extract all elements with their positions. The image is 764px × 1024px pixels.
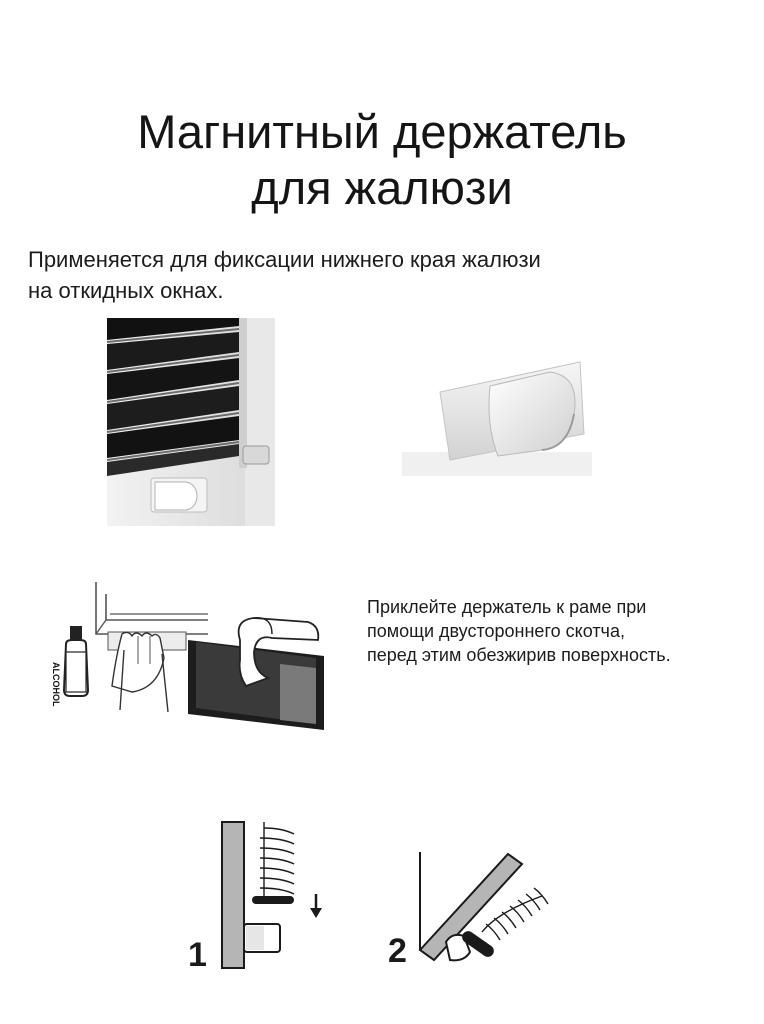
step-2-diagram: [386, 842, 566, 972]
install-illustration: [58, 574, 338, 734]
intro-line-2: на откидных окнах.: [28, 278, 224, 303]
hand-wiping-icon: [108, 632, 186, 712]
step-2-number: 2: [388, 932, 407, 970]
install-note: [367, 595, 747, 667]
holder-photo: [402, 356, 592, 476]
intro-text: [28, 244, 728, 306]
install-note-line-3: перед этим обезжирив поверхность.: [367, 645, 671, 665]
page-title: [0, 104, 764, 216]
title-line-2: для жалюзи: [251, 161, 513, 214]
intro-line-1: Применяется для фиксации нижнего края жалюзи: [28, 247, 541, 272]
install-note-line-1: Приклейте держатель к раме при: [367, 597, 647, 617]
step-1-number: 1: [188, 936, 207, 974]
double-sided-tape-icon: [188, 618, 324, 730]
alcohol-label: ALCOHOL: [51, 662, 61, 707]
alcohol-bottle-icon: [64, 626, 88, 696]
title-line-1: Магнитный держатель: [137, 105, 627, 158]
install-note-line-2: помощи двустороннего скотча,: [367, 621, 625, 641]
blinds-photo: [107, 318, 275, 526]
step-1-diagram: [186, 820, 336, 980]
